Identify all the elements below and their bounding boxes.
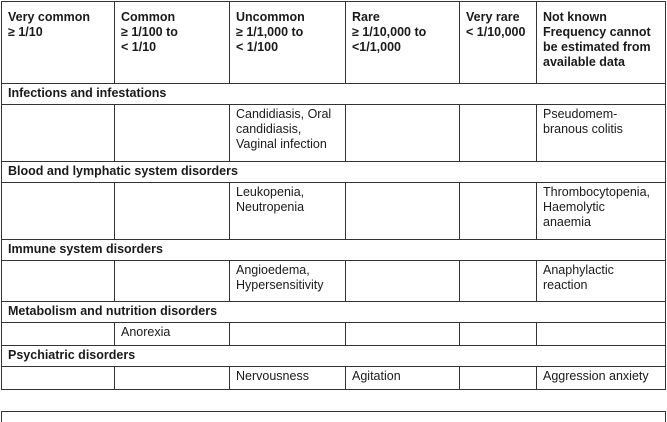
cell-not-known xyxy=(537,367,666,390)
cell-line: Anorexia xyxy=(121,325,171,339)
adverse-reactions-frequency-table xyxy=(1,1,666,390)
cell-rare xyxy=(346,261,460,302)
header-rare xyxy=(346,2,460,84)
cell-very-rare xyxy=(460,323,537,346)
cell-rare xyxy=(346,183,460,240)
section-title: Immune system disorders xyxy=(2,240,666,261)
header-very-rare xyxy=(460,2,537,84)
section-title: Metabolism and nutrition disorders xyxy=(2,302,666,323)
cell-very-rare xyxy=(460,261,537,302)
header-line: Rare xyxy=(352,10,380,24)
header-line: Common xyxy=(121,10,176,24)
cell-common xyxy=(115,261,230,302)
cell-line: Vaginal infection xyxy=(236,137,327,151)
header-line: < 1/100 xyxy=(236,40,279,54)
header-line: ≥ 1/10 xyxy=(8,25,43,39)
cell-common xyxy=(115,367,230,390)
cell-line: Aggression anxiety xyxy=(543,369,649,383)
cell-line: Agitation xyxy=(352,369,401,383)
header-line: Frequency cannot xyxy=(543,25,651,39)
data-row xyxy=(2,323,666,346)
cell-very-rare xyxy=(460,105,537,162)
cell-rare xyxy=(346,323,460,346)
header-not-known xyxy=(537,2,666,84)
cell-common xyxy=(115,323,230,346)
cell-line: anaemia xyxy=(543,215,591,229)
cell-rare xyxy=(346,367,460,390)
cell-line: Neutropenia xyxy=(236,200,305,214)
cell-very-common xyxy=(2,323,115,346)
cell-line: candidiasis, xyxy=(236,122,302,136)
header-line: ≥ 1/100 to xyxy=(121,25,178,39)
cell-common xyxy=(115,183,230,240)
header-line: be estimated from xyxy=(543,40,651,54)
section-row xyxy=(2,84,666,105)
header-line: Uncommon xyxy=(236,10,305,24)
cell-line: Angioedema, xyxy=(236,263,310,277)
header-line: available data xyxy=(543,55,625,69)
header-uncommon xyxy=(230,2,346,84)
cell-uncommon xyxy=(230,323,346,346)
header-line: <1/1,000 xyxy=(352,40,402,54)
header-line: < 1/10,000 xyxy=(466,25,526,39)
cell-very-common xyxy=(2,367,115,390)
cell-line: Haemolytic xyxy=(543,200,605,214)
header-common xyxy=(115,2,230,84)
section-row xyxy=(2,162,666,183)
cell-line: Pseudomem- xyxy=(543,107,618,121)
cell-uncommon xyxy=(230,261,346,302)
cell-very-common xyxy=(2,261,115,302)
cell-line: branous colitis xyxy=(543,122,623,136)
section-title: Infections and infestations xyxy=(2,84,666,105)
header-line: Not known xyxy=(543,10,607,24)
cell-line: Leukopenia, xyxy=(236,185,305,199)
data-row xyxy=(2,105,666,162)
header-line: Very common xyxy=(8,10,90,24)
cell-common xyxy=(115,105,230,162)
cell-not-known xyxy=(537,323,666,346)
section-row xyxy=(2,302,666,323)
header-line: ≥ 1/1,000 to xyxy=(236,25,304,39)
cell-not-known xyxy=(537,261,666,302)
section-title: Psychiatric disorders xyxy=(2,346,666,367)
section-row xyxy=(2,346,666,367)
header-line: Very rare xyxy=(466,10,520,24)
cell-not-known xyxy=(537,183,666,240)
cell-very-common xyxy=(2,105,115,162)
cell-line: Thrombocytopenia, xyxy=(543,185,651,199)
header-row xyxy=(2,2,666,84)
data-row xyxy=(2,261,666,302)
cell-not-known xyxy=(537,105,666,162)
cell-rare xyxy=(346,105,460,162)
header-line: < 1/10 xyxy=(121,40,157,54)
header-very-common xyxy=(2,2,115,84)
cell-line: Hypersensitivity xyxy=(236,278,324,292)
cell-line: Candidiasis, Oral xyxy=(236,107,332,121)
cell-uncommon xyxy=(230,367,346,390)
cell-uncommon xyxy=(230,105,346,162)
header-line: ≥ 1/10,000 to xyxy=(352,25,427,39)
cell-uncommon xyxy=(230,183,346,240)
data-row xyxy=(2,183,666,240)
data-row xyxy=(2,367,666,390)
cell-line: Nervousness xyxy=(236,369,309,383)
cell-very-common xyxy=(2,183,115,240)
section-row xyxy=(2,240,666,261)
section-title: Blood and lymphatic system disorders xyxy=(2,162,666,183)
cell-line: Anaphylactic xyxy=(543,263,614,277)
cell-very-rare xyxy=(460,183,537,240)
cell-line: reaction xyxy=(543,278,588,292)
cell-very-rare xyxy=(460,367,537,390)
